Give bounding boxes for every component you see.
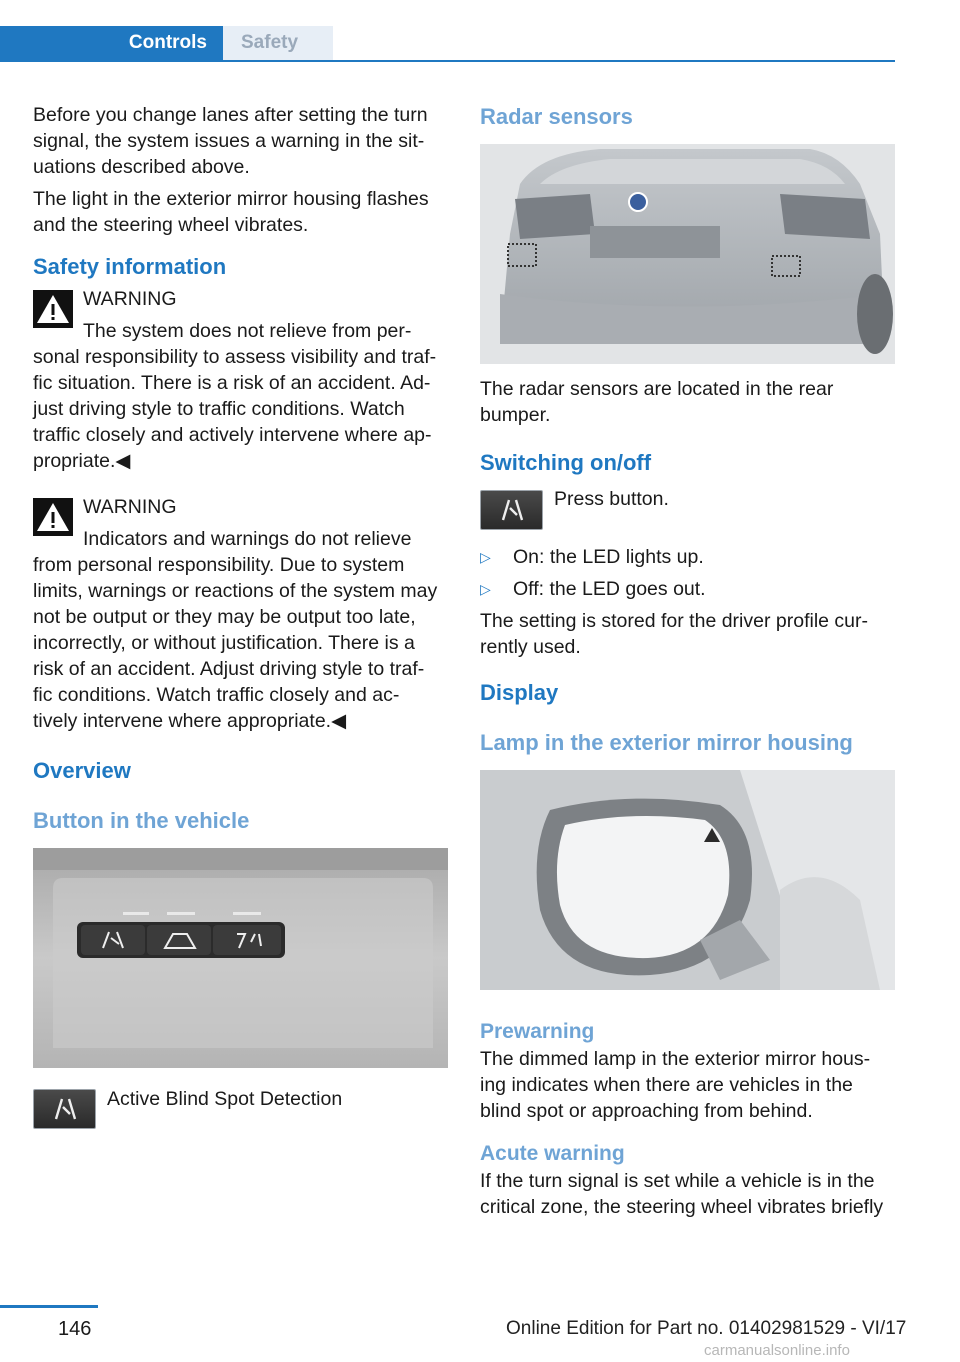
list-item: ▷ Off: the LED goes out.	[480, 578, 706, 600]
abs-label: Active Blind Spot Detection	[107, 1088, 343, 1110]
triangle-bullet-icon: ▷	[480, 549, 491, 565]
acute-warning-heading: Acute warning	[480, 1142, 625, 1165]
page-number: 146	[58, 1318, 92, 1340]
mirror-flash-paragraph: The light in the exterior mirror housing flashes and the steering wheel vibrates.	[33, 188, 429, 236]
status-list	[480, 544, 895, 602]
mirror-image	[480, 770, 895, 990]
triangle-bullet-icon: ▷	[480, 581, 491, 597]
warning-label: WARNING	[83, 496, 177, 518]
radar-location-text: The radar sensors are located in the rear bumper.	[480, 378, 834, 426]
warning-triangle-icon	[33, 498, 73, 536]
abs-legend-row	[33, 1086, 448, 1128]
blind-spot-icon	[480, 490, 543, 530]
button-panel-image	[33, 848, 448, 1068]
overview-heading: Overview	[33, 758, 131, 783]
safety-information-heading: Safety information	[33, 254, 227, 279]
tab-safety[interactable]: Safety	[223, 26, 333, 60]
acute-warning-text: If the turn signal is set while a vehicle is in the critical zone, the steering wheel vibrates briefly	[480, 1170, 884, 1218]
car-rear-image	[480, 144, 895, 364]
warning-block-2	[33, 494, 448, 734]
warning-text: The system does not relieve from per‐ sonal responsibility to assess visibility and traf‐ fic situation. There is a risk of an accident. Ad‐ just driving style to traffic conditions. Watch traffic closely and actively intervene where ap‐ propriate.◀	[33, 320, 437, 472]
list-item: ▷ On: the LED lights up.	[480, 546, 704, 568]
right-column	[480, 102, 895, 1226]
header-tabs	[0, 26, 895, 62]
edition-text: Online Edition for Part no. 01402981529 - VI/17	[506, 1318, 907, 1339]
prewarning-text: The dimmed lamp in the exterior mirror hous‐ ing indicates when there are vehicles in the blind spot or approaching from behind.	[480, 1048, 871, 1122]
intro-paragraph: Before you change lanes after setting the turn signal, the system issues a warning in the sit‐ uations described above.	[33, 104, 428, 178]
prewarning-heading: Prewarning	[480, 1020, 595, 1043]
blind-spot-icon	[33, 1089, 96, 1129]
footer-rule	[0, 1305, 98, 1308]
press-button-text: Press button.	[554, 488, 669, 510]
warning-triangle-icon	[33, 290, 73, 328]
warning-block-1	[33, 286, 448, 474]
radar-sensors-heading: Radar sensors	[480, 104, 633, 129]
stored-setting-text: The setting is stored for the driver profile cur‐ rently used.	[480, 610, 868, 658]
display-heading: Display	[480, 680, 559, 705]
lamp-heading: Lamp in the exterior mirror housing	[480, 730, 853, 755]
watermark: carmanualsonline.info	[704, 1342, 850, 1359]
warning-text: Indicators and warnings do not relieve from personal responsibility. Due to system limits, warnings or reactions of the system may not be output or they may be output too late, incorrectly, or without justification. There is a risk of an accident. Adjust driving style to traf‐ fic conditions. Watch traffic closely and ac‐ tively intervene where appropriate.◀	[33, 528, 438, 732]
switching-on-off-heading: Switching on/off	[480, 450, 652, 475]
tab-controls[interactable]: Controls	[0, 26, 223, 60]
left-column	[33, 102, 448, 1128]
warning-label: WARNING	[83, 288, 177, 310]
press-button-row	[480, 488, 895, 530]
button-in-vehicle-heading: Button in the vehicle	[33, 808, 250, 833]
